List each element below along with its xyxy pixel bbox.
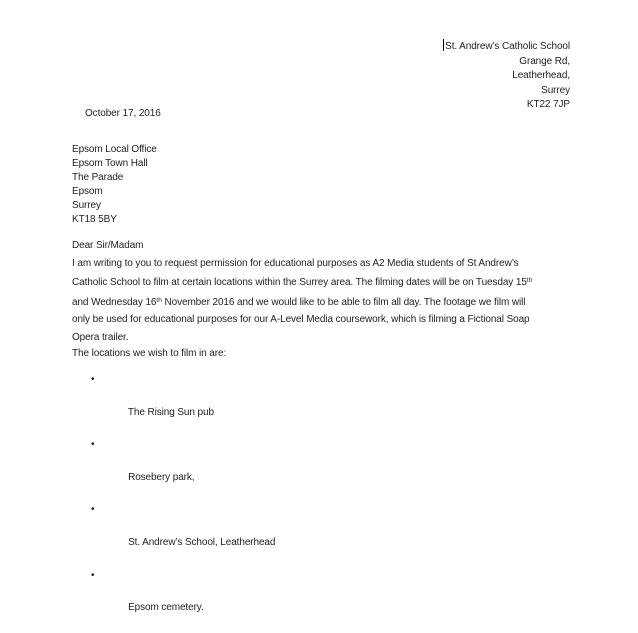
bullet-icon: • [91,504,95,516]
recipient-line: Epsom Town Hall [72,158,148,169]
sender-line: KT22 7JP [526,99,570,110]
recipient-line: KT18 5BY [72,214,117,225]
list-item[interactable] [72,568,275,633]
body-line-2 [72,272,532,292]
body-line-3-post: November 2016 and we would like to be able to film all day. The footage we film will [161,296,526,308]
sender-line [443,39,570,55]
recipient-line: Surrey [72,200,101,211]
body-line-5: Opera trailer. [72,331,129,343]
bullet-icon: • [91,374,95,385]
list-item-label: Epsom cemetery. [128,602,204,614]
body-line-3 [72,292,532,312]
list-item-label: Rosebery park, [128,471,195,483]
body-line-2-text: Catholic School to film at certain locations within the Surrey area. The filming dates will be on Tuesday 15 [72,277,527,289]
superscript-ordinal: th [156,296,162,304]
list-item[interactable] [72,372,275,437]
sender-line: Grange Rd, [519,55,570,67]
list-item[interactable] [72,437,275,502]
date-line[interactable]: October 17, 2016 [85,108,161,119]
sender-line-text: St. Andrew’s Catholic School [445,41,570,52]
bullet-icon: • [91,439,95,451]
body-line-1: I am writing to you to request permission for educational purposes as A2 Media students of St Andrew’s [72,257,519,269]
body-line-4: only be used for educational purposes for our A-Level Media coursework, which is filming a Fictional Soap [72,314,530,326]
locations-list[interactable] [72,372,275,633]
list-item-label: St. Andrew’s School, Leatherhead [128,536,276,548]
list-item-label: The Rising Sun pub [127,406,214,418]
sender-address[interactable] [443,39,570,113]
sender-line: Leatherhead, [512,70,570,81]
recipient-line: Epsom Local Office [72,144,157,155]
letter-body[interactable] [72,237,532,347]
sender-line: Surrey [541,84,570,96]
recipient-line: Epsom [72,186,103,197]
salutation: Dear Sir/Madam [72,240,144,251]
recipient-address[interactable] [72,143,157,227]
body-line-3-pre: and Wednesday 16 [72,296,157,308]
recipient-line: The Parade [72,172,124,183]
list-item[interactable] [72,502,275,567]
bullet-icon: • [91,569,95,581]
text-cursor [443,39,444,51]
superscript-ordinal: th [526,277,533,285]
locations-intro[interactable]: The locations we wish to film in are: [72,348,227,359]
